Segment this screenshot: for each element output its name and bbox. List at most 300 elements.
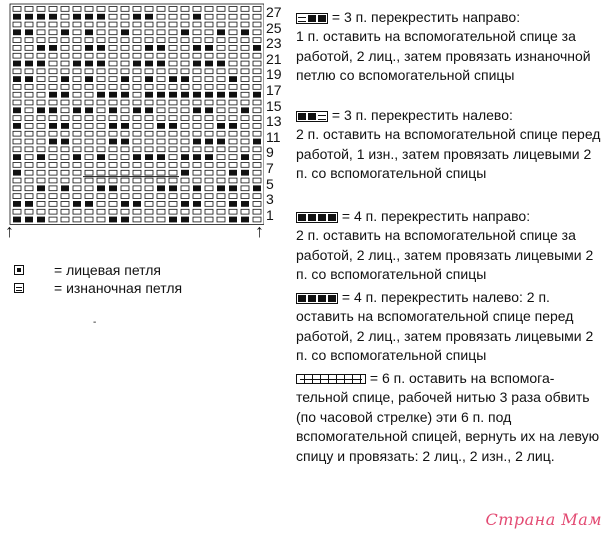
purl-stitch — [253, 131, 261, 136]
purl-stitch — [253, 22, 261, 27]
purl-stitch — [37, 131, 45, 136]
purl-stitch — [193, 22, 201, 27]
purl-stitch — [13, 38, 21, 43]
purl-stitch — [73, 7, 81, 12]
purl-stitch — [133, 30, 141, 35]
purl-stitch — [121, 209, 129, 214]
knit-stitch — [49, 92, 57, 98]
purl-stitch — [169, 69, 177, 74]
knit-stitch — [229, 185, 237, 191]
purl-stitch — [25, 46, 33, 51]
purl-stitch — [25, 209, 33, 214]
purl-stitch — [205, 178, 213, 183]
purl-stitch — [13, 100, 21, 105]
purl-stitch — [193, 131, 201, 136]
knit-stitch — [169, 217, 177, 223]
knit-stitch — [49, 123, 57, 129]
purl-stitch — [217, 100, 225, 105]
purl-stitch — [13, 53, 21, 58]
purl-stitch — [169, 116, 177, 121]
purl-stitch — [25, 38, 33, 43]
purl-stitch — [49, 131, 57, 136]
purl-stitch — [145, 209, 153, 214]
knit-stitch — [169, 185, 177, 191]
purl-stitch — [157, 217, 165, 222]
purl-stitch — [61, 217, 69, 222]
purl-stitch — [133, 77, 141, 82]
knit-stitch — [157, 92, 165, 98]
purl-stitch — [73, 170, 81, 175]
purl-stitch — [241, 85, 249, 90]
purl-stitch — [85, 209, 93, 214]
purl-stitch — [145, 53, 153, 58]
purl-stitch — [181, 178, 189, 183]
purl-stitch — [61, 108, 69, 113]
purl-stitch — [37, 202, 45, 207]
purl-stitch — [241, 38, 249, 43]
purl-stitch — [85, 53, 93, 58]
purl-stitch — [49, 178, 57, 183]
knit-stitch — [97, 45, 105, 51]
purl-stitch — [253, 14, 261, 19]
purl-stitch — [85, 7, 93, 12]
purl-stitch — [49, 163, 57, 168]
purl-stitch — [181, 186, 189, 191]
knit-stitch — [61, 29, 69, 35]
purl-stitch — [37, 92, 45, 97]
purl-stitch — [205, 202, 213, 207]
purl-stitch — [49, 61, 57, 66]
knit-stitch — [109, 139, 117, 145]
purl-stitch — [157, 77, 165, 82]
purl-stitch — [193, 124, 201, 129]
purl-stitch — [61, 194, 69, 199]
knit-stitch — [97, 92, 105, 98]
purl-stitch — [241, 7, 249, 12]
cable-4-left-icon — [296, 293, 338, 304]
cable-5 — [296, 369, 601, 466]
row-number: 23 — [266, 35, 282, 52]
purl-stitch — [121, 186, 129, 191]
knit-stitch — [193, 14, 201, 20]
purl-stitch — [205, 194, 213, 199]
purl-stitch — [73, 178, 81, 183]
purl-stitch — [85, 194, 93, 199]
purl-stitch — [85, 22, 93, 27]
knit-stitch — [49, 45, 57, 51]
purl-stitch — [169, 100, 177, 105]
purl-stitch — [109, 69, 117, 74]
knit-stitch — [13, 123, 21, 129]
purl-stitch — [133, 22, 141, 27]
knit-stitch — [37, 45, 45, 51]
knit-stitch — [193, 107, 201, 113]
purl-stitch — [49, 30, 57, 35]
purl-stitch — [73, 217, 81, 222]
purl-stitch — [241, 116, 249, 121]
purl-stitch — [217, 131, 225, 136]
purl-stitch — [229, 131, 237, 136]
purl-stitch — [25, 163, 33, 168]
knit-stitch — [73, 107, 81, 113]
purl-stitch — [157, 53, 165, 58]
purl-stitch — [37, 124, 45, 129]
purl-stitch — [109, 30, 117, 35]
purl-stitch — [25, 22, 33, 27]
purl-stitch — [97, 85, 105, 90]
purl-stitch — [73, 124, 81, 129]
knitting-chart — [8, 3, 264, 225]
row-number: 19 — [266, 66, 282, 83]
purl-stitch — [13, 131, 21, 136]
knit-stitch — [217, 123, 225, 129]
purl-stitch — [109, 116, 117, 121]
purl-stitch — [13, 147, 21, 152]
cable-5-text: тельной спице, рабочей нитью 3 раза обвить (по часовой стрелке) эти 6 п. под вспомогательной спицей, вернуть их на левую спицу и провязать: 2 лиц., 2 изн., 2 лиц. — [296, 389, 600, 464]
purl-stitch — [241, 77, 249, 82]
purl-stitch — [193, 163, 201, 168]
purl-stitch — [97, 170, 105, 175]
purl-stitch — [181, 139, 189, 144]
purl-stitch — [85, 124, 93, 129]
knit-stitch — [205, 45, 213, 51]
purl-stitch — [85, 100, 93, 105]
purl-stitch — [109, 178, 117, 183]
purl-stitch — [109, 100, 117, 105]
purl-stitch — [145, 30, 153, 35]
purl-stitch — [13, 85, 21, 90]
purl-stitch — [109, 170, 117, 175]
purl-stitch — [37, 209, 45, 214]
purl-stitch — [241, 147, 249, 152]
purl-stitch — [133, 46, 141, 51]
purl-stitch — [205, 38, 213, 43]
purl-stitch — [217, 170, 225, 175]
purl-stitch — [49, 100, 57, 105]
purl-stitch — [217, 22, 225, 27]
purl-stitch — [181, 131, 189, 136]
purl-stitch — [145, 147, 153, 152]
purl-stitch — [49, 155, 57, 160]
purl-stitch — [205, 163, 213, 168]
knit-stitch — [181, 29, 189, 35]
purl-stitch — [97, 131, 105, 136]
purl-stitch — [73, 69, 81, 74]
knit-stitch — [121, 139, 129, 145]
purl-stitch — [97, 100, 105, 105]
purl-stitch — [61, 178, 69, 183]
purl-stitch — [253, 116, 261, 121]
purl-stitch — [157, 85, 165, 90]
purl-stitch — [109, 194, 117, 199]
purl-stitch — [73, 22, 81, 27]
purl-stitch — [49, 202, 57, 207]
purl-stitch — [157, 194, 165, 199]
purl-stitch — [37, 53, 45, 58]
knit-stitch — [97, 185, 105, 191]
purl-stitch — [169, 202, 177, 207]
cable-3-title: = 4 п. перекрестить направо: — [341, 208, 531, 224]
purl-stitch — [37, 116, 45, 121]
purl-stitch — [109, 14, 117, 19]
purl-stitch — [217, 217, 225, 222]
knit-stitch — [121, 29, 129, 35]
purl-stitch — [169, 7, 177, 12]
purl-stitch — [229, 108, 237, 113]
purl-stitch — [61, 14, 69, 19]
purl-stitch — [205, 131, 213, 136]
purl-stitch — [61, 53, 69, 58]
knit-stitch — [217, 61, 225, 67]
purl-stitch — [157, 131, 165, 136]
knit-stitch — [61, 92, 69, 98]
knit-stitch — [121, 217, 129, 223]
purl-stitch — [61, 100, 69, 105]
purl-stitch — [109, 209, 117, 214]
purl-stitch — [61, 155, 69, 160]
knit-stitch — [217, 139, 225, 145]
purl-stitch — [133, 217, 141, 222]
purl-stitch — [133, 124, 141, 129]
purl-stitch — [157, 30, 165, 35]
knit-stitch — [181, 154, 189, 160]
purl-stitch — [13, 139, 21, 144]
purl-stitch — [205, 124, 213, 129]
purl-stitch — [133, 92, 141, 97]
purl-stitch — [61, 163, 69, 168]
knit-stitch — [13, 217, 21, 223]
knit-stitch — [217, 29, 225, 35]
purl-stitch — [145, 217, 153, 222]
purl-stitch — [193, 209, 201, 214]
knit-stitch — [229, 123, 237, 129]
purl-stitch — [169, 14, 177, 19]
purl-stitch — [217, 77, 225, 82]
purl-stitch — [181, 194, 189, 199]
knit-stitch — [157, 61, 165, 67]
knit-stitch — [169, 76, 177, 82]
purl-stitch — [205, 53, 213, 58]
left-arrow-icon: ↑ — [5, 221, 14, 241]
purl-stitch — [121, 100, 129, 105]
cable-1-title: = 3 п. перекрестить направо: — [331, 9, 521, 25]
purl-stitch — [133, 69, 141, 74]
purl-stitch — [217, 202, 225, 207]
purl-stitch — [25, 194, 33, 199]
purl-stitch — [73, 186, 81, 191]
knit-stitch — [85, 76, 93, 82]
purl-stitch — [181, 53, 189, 58]
purl-stitch — [25, 147, 33, 152]
purl-stitch — [97, 178, 105, 183]
purl-stitch — [217, 163, 225, 168]
knit-stitch — [25, 61, 33, 67]
purl-stitch — [13, 22, 21, 27]
purl-stitch — [193, 178, 201, 183]
knit-stitch — [241, 29, 249, 35]
purl-stitch — [193, 194, 201, 199]
purl-stitch — [73, 30, 81, 35]
purl-stitch — [49, 217, 57, 222]
purl-stitch — [121, 116, 129, 121]
knit-stitch — [205, 92, 213, 98]
purl-stitch — [217, 7, 225, 12]
purl-stitch — [229, 46, 237, 51]
knit-stitch — [181, 217, 189, 223]
purl-stitch — [229, 163, 237, 168]
purl-stitch — [97, 139, 105, 144]
knit-stitch — [133, 201, 141, 207]
purl-stitch — [49, 209, 57, 214]
cable-4-right-icon — [296, 212, 338, 223]
right-arrow-icon: ↑ — [255, 221, 264, 241]
purl-stitch — [109, 61, 117, 66]
knit-stitch — [13, 61, 21, 67]
purl-stitch — [253, 202, 261, 207]
purl-stitch — [73, 53, 81, 58]
purl-stitch — [25, 155, 33, 160]
purl-stitch — [205, 170, 213, 175]
knit-stitch — [37, 217, 45, 223]
purl-stitch — [253, 209, 261, 214]
purl-stitch — [97, 53, 105, 58]
purl-stitch — [217, 53, 225, 58]
purl-stitch — [25, 116, 33, 121]
purl-stitch — [121, 46, 129, 51]
purl-stitch — [61, 69, 69, 74]
purl-stitch — [37, 85, 45, 90]
row-number: 15 — [266, 97, 282, 114]
purl-stitch — [109, 147, 117, 152]
purl-stitch — [13, 92, 21, 97]
cable-5-title: = 6 п. оставить на вспомога- — [369, 370, 555, 386]
purl-stitch — [37, 170, 45, 175]
purl-stitch — [157, 69, 165, 74]
knit-stitch — [121, 201, 129, 207]
purl-stitch — [205, 77, 213, 82]
row-number: 9 — [266, 144, 274, 161]
purl-stitch — [97, 7, 105, 12]
purl-stitch — [133, 163, 141, 168]
purl-stitch — [145, 202, 153, 207]
purl-stitch — [73, 46, 81, 51]
knit-stitch — [181, 170, 189, 176]
purl-stitch — [229, 139, 237, 144]
purl-stitch — [73, 147, 81, 152]
purl-stitch — [73, 163, 81, 168]
purl-stitch — [169, 170, 177, 175]
purl-stitch — [169, 85, 177, 90]
knit-stitch — [13, 201, 21, 207]
purl-stitch — [145, 22, 153, 27]
purl-stitch — [241, 69, 249, 74]
knit-stitch — [253, 139, 261, 145]
purl-stitch — [37, 22, 45, 27]
purl-stitch — [157, 178, 165, 183]
purl-stitch — [253, 53, 261, 58]
purl-stitch — [25, 53, 33, 58]
purl-stitch — [181, 7, 189, 12]
purl-stitch — [133, 53, 141, 58]
purl-stitch — [133, 85, 141, 90]
knit-stitch — [97, 61, 105, 67]
purl-stitch — [145, 178, 153, 183]
purl-stitch — [61, 7, 69, 12]
knit-stitch — [157, 154, 165, 160]
cable-6-wrap-icon — [296, 374, 366, 384]
purl-stitch — [73, 85, 81, 90]
knit-stitch — [145, 76, 153, 82]
knit-stitch — [61, 139, 69, 145]
knit-stitch — [25, 201, 33, 207]
purl-stitch — [145, 85, 153, 90]
purl-stitch — [205, 14, 213, 19]
row-number: 3 — [266, 191, 274, 208]
purl-stitch — [169, 194, 177, 199]
purl-stitch — [217, 69, 225, 74]
row-number: 1 — [266, 206, 274, 223]
knit-stitch — [157, 123, 165, 129]
purl-stitch — [109, 46, 117, 51]
purl-stitch — [193, 30, 201, 35]
chart-frame — [10, 4, 264, 224]
purl-stitch — [181, 38, 189, 43]
cable-3 — [296, 207, 601, 285]
purl-stitch — [193, 69, 201, 74]
purl-stitch — [145, 139, 153, 144]
purl-stitch — [49, 186, 57, 191]
legend-purl-label: = изнаночная петля — [54, 280, 183, 296]
purl-stitch — [121, 22, 129, 27]
knit-stitch — [97, 154, 105, 160]
purl-stitch — [253, 178, 261, 183]
knit-stitch — [13, 76, 21, 82]
purl-stitch — [169, 108, 177, 113]
purl-stitch — [253, 38, 261, 43]
purl-stitch — [169, 61, 177, 66]
knit-stitch — [61, 123, 69, 129]
purl-stitch — [73, 131, 81, 136]
purl-stitch — [229, 22, 237, 27]
knit-stitch — [13, 107, 21, 113]
purl-stitch — [241, 53, 249, 58]
purl-stitch — [61, 85, 69, 90]
cable-4 — [296, 288, 601, 366]
purl-stitch — [121, 163, 129, 168]
purl-stitch — [253, 147, 261, 152]
knit-stitch — [253, 45, 261, 51]
purl-stitch — [229, 85, 237, 90]
knit-stitch — [25, 217, 33, 223]
purl-stitch — [85, 131, 93, 136]
knit-stitch — [157, 185, 165, 191]
knit-stitch — [241, 170, 249, 176]
purl-stitch — [169, 30, 177, 35]
purl-stitch — [229, 194, 237, 199]
purl-stitch — [121, 178, 129, 183]
knit-stitch — [193, 154, 201, 160]
purl-stitch — [229, 178, 237, 183]
knit-stitch — [133, 107, 141, 113]
row-number: 25 — [266, 19, 282, 36]
purl-stitch — [49, 147, 57, 152]
purl-stitch — [133, 147, 141, 152]
purl-stitch — [145, 69, 153, 74]
purl-stitch — [37, 163, 45, 168]
knit-stitch — [145, 14, 153, 20]
purl-stitch — [253, 155, 261, 160]
purl-stitch — [241, 46, 249, 51]
